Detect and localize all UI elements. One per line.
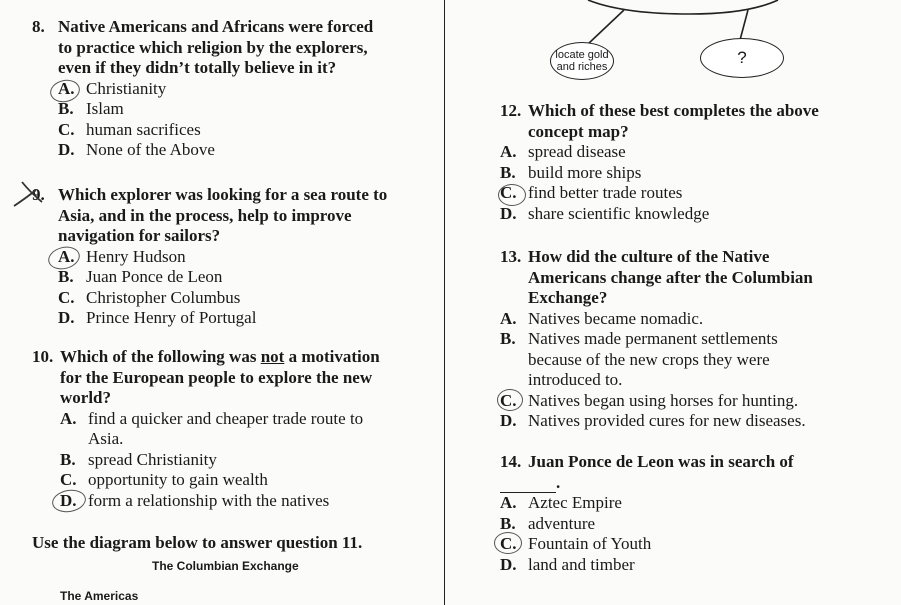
option-a[interactable]: A. spread disease	[500, 142, 626, 161]
concept-map-lines	[448, 0, 901, 90]
option-d[interactable]: D. Natives provided cures for new diseases.	[500, 411, 806, 430]
diagram-title: The Columbian Exchange	[152, 559, 299, 573]
option-a[interactable]: A. Natives became nomadic.	[500, 308, 704, 328]
question-8-stem	[32, 17, 437, 79]
option-b[interactable]: B. Juan Ponce de Leon	[58, 267, 223, 286]
option-b[interactable]: B. build more ships	[500, 162, 642, 182]
answer-blank: .	[500, 473, 900, 494]
concept-node-gold: locate gold and riches	[550, 42, 614, 80]
question-8	[32, 17, 437, 161]
option-c[interactable]: C. find better trade routes	[500, 183, 683, 202]
question-13-stem	[500, 247, 900, 309]
option-d[interactable]: D. form a relationship with the natives	[60, 490, 330, 510]
stem-line: world?	[60, 388, 111, 407]
answer-circle	[497, 389, 523, 411]
stem-line: Which of these best completes the above	[528, 101, 819, 120]
question-number: 10.	[32, 347, 54, 366]
question-12-stem	[500, 101, 900, 142]
question-13	[500, 247, 900, 432]
stem-line: Native Americans and Africans were forced	[58, 17, 374, 36]
question-9-stem	[32, 185, 437, 247]
option-b[interactable]: B. adventure	[500, 513, 596, 533]
option-a[interactable]: A. Aztec Empire	[500, 493, 622, 512]
option-c[interactable]: C. opportunity to gain wealth	[60, 470, 268, 489]
diagram-sublabel: The Americas	[60, 589, 139, 603]
option-d[interactable]: D. land and timber	[500, 554, 635, 574]
check-mark-icon	[10, 176, 52, 212]
question-number: 13.	[500, 247, 522, 266]
option-b[interactable]: B. spread Christianity	[60, 449, 217, 469]
stem-line: even if they didn’t totally believe in it?	[58, 58, 337, 77]
option-b-continued: because of the new crops they were	[528, 349, 770, 369]
question-number: 9.	[32, 185, 45, 204]
concept-node-unknown: ?	[700, 38, 784, 78]
option-b[interactable]: B. Islam	[58, 99, 124, 118]
option-c[interactable]: C. human sacrifices	[58, 119, 201, 139]
question-number: 14.	[500, 452, 522, 471]
question-10	[32, 347, 437, 511]
stem-line: Asia, and in the process, help to improve	[58, 205, 352, 225]
question-number: 12.	[500, 101, 522, 120]
question-12	[500, 101, 900, 224]
stem-line: Americans change after the Columbian	[528, 267, 813, 287]
option-c[interactable]: C. Natives began using horses for hunting.	[500, 390, 799, 410]
option-b[interactable]: B. Natives made permanent settlements	[500, 329, 778, 348]
answer-circle	[498, 184, 526, 206]
question-number: 8.	[32, 17, 45, 36]
option-d[interactable]: D. share scientific knowledge	[500, 203, 710, 223]
option-c[interactable]: C. Fountain of Youth	[500, 534, 652, 553]
stem-line: for the European people to explore the new	[60, 367, 373, 387]
option-c[interactable]: C. Christopher Columbus	[58, 287, 241, 307]
option-b-continued: introduced to.	[528, 370, 623, 389]
stem-line: Exchange?	[528, 288, 608, 307]
diagram-instruction: Use the diagram below to answer question 11.	[32, 533, 363, 552]
stem-line: Which explorer was looking for a sea route to	[58, 185, 388, 204]
option-d[interactable]: D. Prince Henry of Portugal	[58, 308, 257, 327]
option-a[interactable]: A. find a quicker and cheaper trade route to	[60, 408, 364, 428]
option-d[interactable]: D. None of the Above	[58, 140, 215, 159]
question-14	[500, 452, 900, 575]
stem-line: navigation for sailors?	[58, 226, 221, 245]
stem-line: concept map?	[528, 121, 629, 141]
column-divider	[444, 0, 445, 605]
option-a-continued: Asia.	[88, 429, 124, 448]
option-a[interactable]: A. Christianity	[58, 78, 167, 98]
stem-line: Which of the following was not a motivation	[60, 347, 380, 366]
underlined-word: not	[260, 347, 285, 366]
question-10-stem	[32, 347, 437, 409]
question-14-stem	[500, 452, 900, 493]
question-9	[32, 185, 437, 329]
option-a[interactable]: A. Henry Hudson	[58, 246, 186, 266]
answer-circle	[494, 532, 522, 554]
stem-line: Juan Ponce de Leon was in search of	[528, 452, 794, 471]
stem-line: to practice which religion by the explorers,	[58, 37, 368, 57]
stem-line: How did the culture of the Native	[528, 247, 770, 266]
